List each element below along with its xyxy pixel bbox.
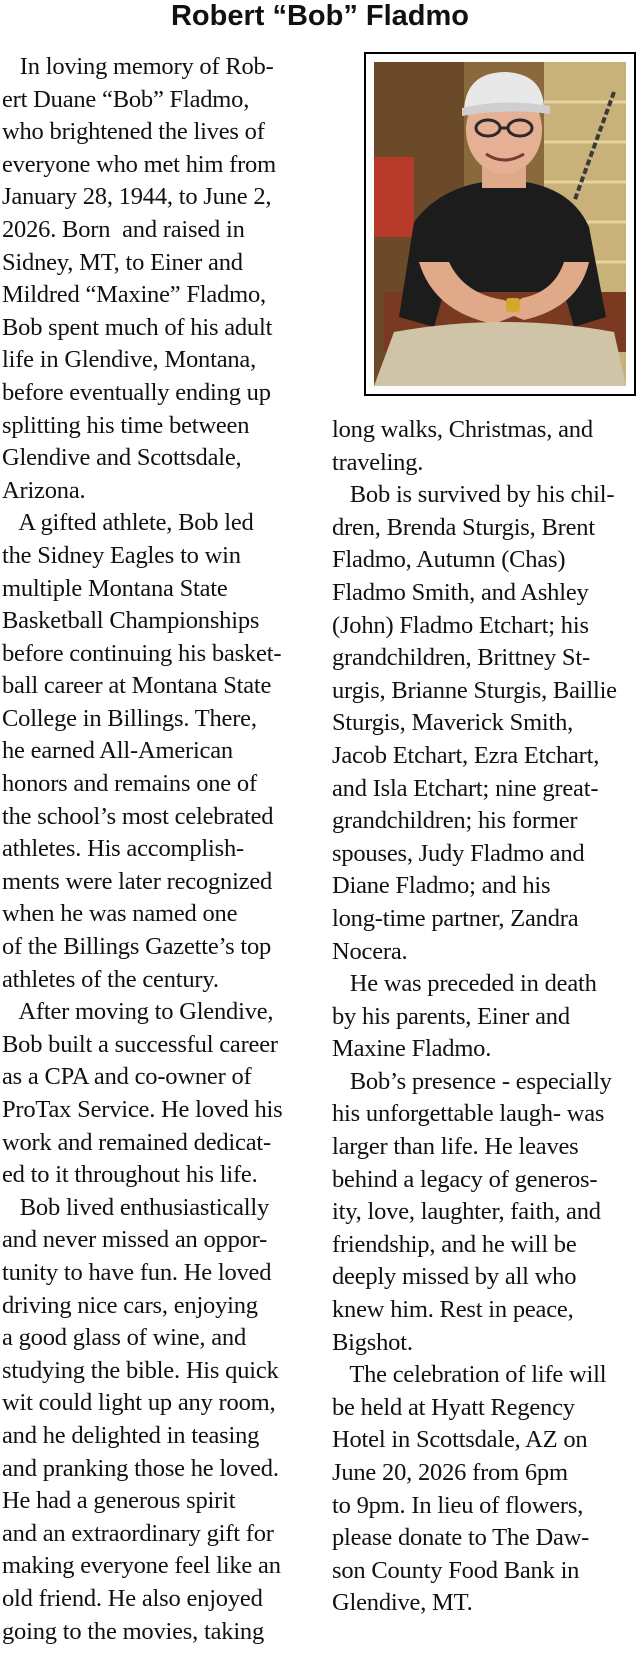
text-line: honors and remains one of (2, 770, 257, 798)
text-line: the Sidney Eagles to win (2, 541, 241, 569)
text-line: tunity to have fun. He loved (2, 1258, 272, 1286)
text-line: and an extraordinary gift for (2, 1519, 274, 1547)
text-line: urgis, Brianne Sturgis, Baillie (332, 676, 617, 704)
text-line: (John) Fladmo Etchart; his (332, 611, 589, 639)
text-line: traveling. (332, 448, 424, 476)
text-line: to 9pm. In lieu of flowers, (332, 1491, 584, 1519)
text-line: a good glass of wine, and (2, 1324, 247, 1352)
text-line: He had a generous spirit (2, 1487, 236, 1515)
text-line: ball career at Montana State (2, 672, 272, 700)
obituary-title: Robert “Bob” Fladmo (170, 0, 470, 32)
text-line: Arizona. (2, 476, 86, 504)
text-line: before continuing his basket- (2, 639, 282, 667)
text-line: Diane Fladmo; and his (332, 872, 551, 900)
text-line: long walks, Christmas, and (332, 416, 593, 443)
text-line: going to the movies, taking (2, 1617, 265, 1645)
text-line: please donate to The Daw- (332, 1524, 590, 1552)
left-column (2, 51, 312, 1648)
text-line: ity, love, laughter, faith, and (332, 1198, 601, 1226)
text-line: long-time partner, Zandra (332, 904, 579, 932)
text-line: splitting his time between (2, 411, 250, 439)
text-line: who brightened the lives of (2, 118, 265, 146)
text-line: spouses, Judy Fladmo and (332, 839, 585, 867)
text-line: driving nice cars, enjoying (2, 1291, 258, 1319)
text-line: and never missed an oppor- (2, 1226, 268, 1254)
text-line: before eventually ending up (2, 378, 271, 406)
text-line: Glendive, MT. (332, 1589, 473, 1617)
text-line: Mildred “Maxine” Fladmo, (2, 281, 266, 309)
text-line: June 20, 2026 from 6pm (332, 1459, 568, 1486)
text-line: Fladmo, Autumn (Chas) (332, 546, 566, 574)
portrait-photo (364, 52, 636, 396)
right-column (332, 414, 638, 1620)
text-line: Bob’s presence - especially (332, 1067, 612, 1095)
text-line: ed to it throughout his life. (2, 1161, 258, 1189)
text-line: be held at Hyatt Regency (332, 1393, 575, 1421)
text-line: College in Billings. There, (2, 704, 257, 732)
text-line: the school’s most celebrated (2, 802, 274, 830)
text-line: making everyone feel like an (2, 1552, 281, 1580)
text-line: Maxine Fladmo. (332, 1035, 492, 1063)
text-line: behind a legacy of generos- (332, 1165, 598, 1193)
text-line: work and remained dedicat- (2, 1128, 271, 1156)
text-line: ProTax Service. He loved his (2, 1096, 283, 1123)
text-line: Bob lived enthusiastically (2, 1193, 270, 1221)
text-line: Basketball Championships (2, 607, 260, 635)
text-line: he earned All-American (2, 737, 233, 765)
text-line: by his parents, Einer and (332, 1002, 570, 1030)
text-line: and he delighted in teasing (2, 1421, 260, 1449)
text-line: wit could light up any room, (2, 1389, 276, 1417)
text-line: He was preceded in death (332, 970, 597, 998)
text-line: Bob built a successful career (2, 1030, 278, 1058)
text-line: ert Duane “Bob” Fladmo, (2, 85, 250, 113)
text-line: grandchildren, Brittney St- (332, 644, 590, 672)
text-line: Bob is survived by his chil- (332, 481, 615, 509)
text-line: deeply missed by all who (332, 1263, 577, 1291)
text-line: when he was named one (2, 900, 238, 928)
text-line: Hotel in Scottsdale, AZ on (332, 1426, 588, 1454)
text-line: son County Food Bank in (332, 1556, 580, 1584)
text-line: The celebration of life will (332, 1361, 607, 1389)
text-line: athletes. His accomplish- (2, 835, 244, 863)
text-line: studying the bible. His quick (2, 1356, 279, 1384)
text-line: life in Glendive, Montana, (2, 346, 257, 374)
text-line: Sturgis, Maverick Smith, (332, 709, 574, 737)
text-line: ments were later recognized (2, 867, 273, 895)
text-line: and Isla Etchart; nine great- (332, 774, 599, 802)
text-line: Fladmo Smith, and Ashley (332, 578, 589, 606)
text-line: Bob spent much of his adult (2, 313, 273, 341)
text-line: of the Billings Gazette’s top (2, 933, 272, 961)
text-line: Bigshot. (332, 1328, 413, 1356)
text-line: 2026. Born and raised in (2, 215, 245, 243)
text-line: his unforgettable laugh- was (332, 1100, 605, 1128)
text-line: After moving to Glendive, (2, 998, 274, 1026)
text-line: grandchildren; his former (332, 807, 578, 835)
text-line: In loving memory of Rob- (2, 53, 274, 80)
text-line: athletes of the century. (2, 965, 219, 993)
text-line: dren, Brenda Sturgis, Brent (332, 513, 595, 541)
portrait-illustration (374, 62, 626, 386)
text-line: Nocera. (332, 937, 408, 965)
text-line: A gifted athlete, Bob led (2, 509, 254, 537)
text-line: Jacob Etchart, Ezra Etchart, (332, 741, 600, 769)
text-line: January 28, 1944, to June 2, (2, 183, 272, 211)
text-line: Sidney, MT, to Einer and (2, 248, 243, 276)
text-line: as a CPA and co-owner of (2, 1063, 252, 1091)
text-line: Glendive and Scottsdale, (2, 444, 242, 472)
text-line: knew him. Rest in peace, (332, 1296, 574, 1324)
text-line: friendship, and he will be (332, 1230, 577, 1258)
text-line: and pranking those he loved. (2, 1454, 279, 1482)
text-line: multiple Montana State (2, 574, 228, 602)
text-line: larger than life. He leaves (332, 1133, 579, 1161)
text-line: old friend. He also enjoyed (2, 1584, 263, 1612)
text-line: everyone who met him from (2, 150, 276, 178)
